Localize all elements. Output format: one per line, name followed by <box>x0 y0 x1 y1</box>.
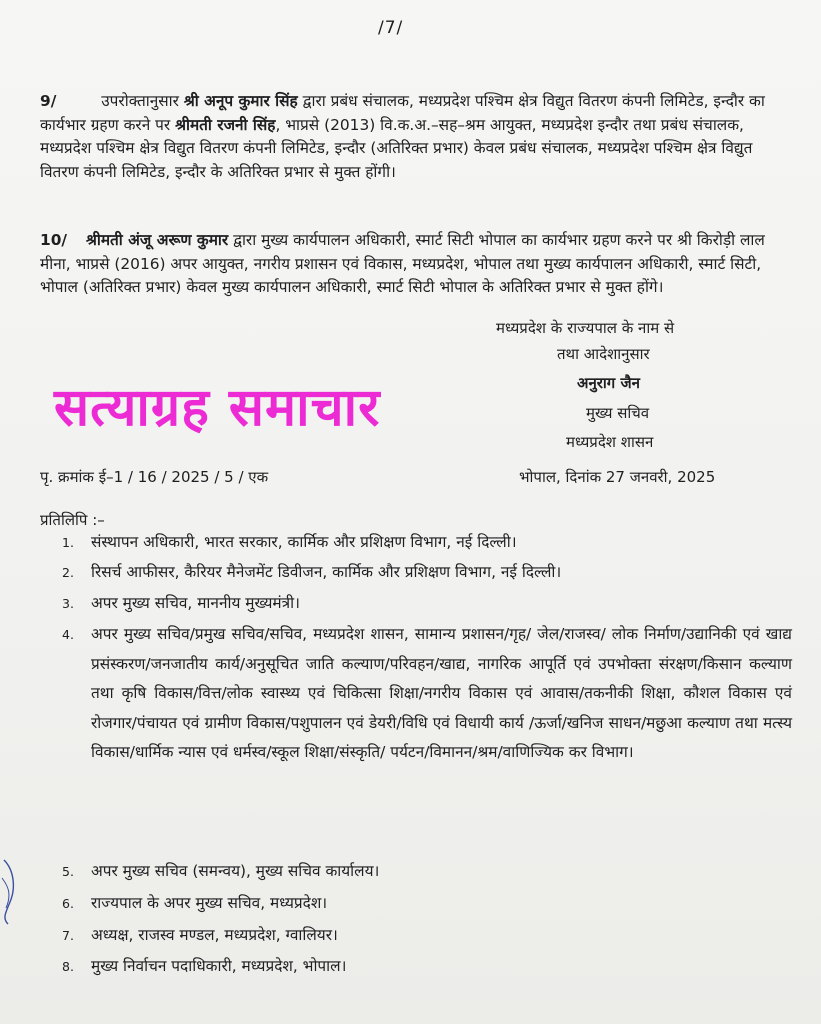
place-date: भोपाल, दिनांक 27 जनवरी, 2025 <box>519 468 716 486</box>
paragraph-9-name-1: श्री अनूप कुमार सिंह <box>183 92 298 110</box>
list-item <box>62 620 792 768</box>
copy-title: प्रतिलिपि :– <box>40 511 105 529</box>
list-item <box>62 558 792 588</box>
signature-line-1: मध्यप्रदेश के राज्यपाल के नाम से <box>496 319 675 337</box>
margin-scribble-icon <box>0 858 22 928</box>
list-item-text: अपर मुख्य सचिव, माननीय मुख्यमंत्री। <box>91 594 300 612</box>
signature-line-2: तथा आदेशानुसार <box>557 345 650 363</box>
paragraph-9-text-2: द्वारा प्रबंध संचालक, मध्यप्रदेश पश्चिम क्षेत्र विद्युत वितरण कंपनी लिमिटेड, इन्दौर का कार्यभार ग्रहण करने पर <box>40 92 765 134</box>
list-item-text: अपर मुख्य सचिव (समन्वय), मुख्य सचिव कार्यालय। <box>91 862 380 880</box>
paragraph-9-name-2: श्रीमती रजनी सिंह <box>175 115 276 134</box>
paragraph-10-number: 10/ <box>40 231 68 249</box>
list-item-text: राज्यपाल के अपर मुख्य सचिव, मध्यप्रदेश। <box>91 894 328 912</box>
list-item-number: 6. <box>62 896 74 911</box>
paragraph-9-text-1: उपरोक्तानुसार <box>101 92 184 110</box>
list-item <box>62 528 792 558</box>
list-item-number: 3. <box>62 596 74 611</box>
paragraph-9 <box>40 90 775 184</box>
watermark-text: सत्याग्रह समाचार <box>54 378 381 438</box>
paragraph-10-text-1: द्वारा मुख्य कार्यपालन अधिकारी, स्मार्ट सिटी भोपाल का कार्यभार ग्रहण करने पर श्री किरोड़ी लाल मीना, भाप्रसे (2016) अपर आयुक्त, नगरीय प्रशासन एवं विकास, मध्यप्रदेश, भोपाल तथा मुख्य कार्यपालन अधिकारी, स्मार्ट सिटी, भोपाल (अतिरिक्त प्रभार) केवल मुख्य कार्यपालन अधिकारी, स्मार्ट सिटी भोपाल के अतिरिक्त प्रभार से मुक्त होंगे। <box>40 231 765 296</box>
list-item-text: रिसर्च आफीसर, कैरियर मैनेजमेंट डिवीजन, कार्मिक और प्रशिक्षण विभाग, नई दिल्ली। <box>91 563 562 581</box>
list-item <box>62 857 792 887</box>
list-item <box>62 921 792 951</box>
list-item-text: संस्थापन अधिकारी, भारत सरकार, कार्मिक और प्रशिक्षण विभाग, नई दिल्ली। <box>91 533 517 551</box>
list-item-text: मुख्य निर्वाचन पदाधिकारी, मध्यप्रदेश, भोपाल। <box>91 957 347 975</box>
paragraph-10-name-1: श्रीमती अंजू अरूण कुमार <box>85 231 229 249</box>
paragraph-9-number: 9/ <box>40 92 57 110</box>
list-item <box>62 589 792 619</box>
reference-number: पृ. क्रमांक ई–1 / 16 / 2025 / 5 / एक <box>40 468 269 486</box>
signatory-name: अनुराग जैन <box>577 374 640 392</box>
list-item-text: अपर मुख्य सचिव/प्रमुख सचिव/सचिव, मध्यप्रदेश शासन, सामान्य प्रशासन/गृह/ जेल/राजस्व/ लोक निर्माण/उद्यानिकी एवं खाद्य प्रसंस्करण/जनजातीय कार्य/अनुसूचित जाति कल्याण/परिवहन/खाद्य, नागरिक आपूर्ति एवं उपभोक्ता संरक्षण/किसान कल्याण तथा कृषि विकास/वित्त/लोक स्वास्थ्य एवं चिकित्सा शिक्षा/नगरीय विकास एवं आवास/तकनीकी शिक्षा, कौशल विकास एवं रोजगार/पंचायत एवं ग्रामीण विकास/पशुपालन एवं डेयरी/विधि एवं विधायी कार्य /ऊर्जा/खनिज साधन/मछुआ कल्याण तथा मत्स्य विकास/धार्मिक न्यास एवं धर्मस्व/स्कूल शिक्षा/संस्कृति/ पर्यटन/विमानन/श्रम/वाणिज्यिक कर विभाग। <box>91 625 792 761</box>
list-item-number: 4. <box>62 627 74 642</box>
signatory-designation: मुख्य सचिव <box>586 404 650 422</box>
list-item-number: 1. <box>62 535 74 550</box>
page-number: /7/ <box>378 18 404 38</box>
list-item-number: 7. <box>62 928 74 943</box>
list-item-number: 8. <box>62 959 74 974</box>
paragraph-10 <box>40 229 775 300</box>
list-item <box>62 889 792 919</box>
paragraph-9-text-3: , भाप्रसे (2013) वि.क.अ.–सह–श्रम आयुक्त, मध्यप्रदेश इन्दौर तथा प्रबंध संचालक, मध्यप्रदेश पश्चिम क्षेत्र विद्युत वितरण कंपनी लिमिटेड, इन्दौर (अतिरिक्त प्रभार) केवल प्रबंध संचालक, मध्यप्रदेश पश्चिम क्षेत्र विद्युत वितरण कंपनी लिमिटेड, इन्दौर के अतिरिक्त प्रभार से मुक्त होंगी। <box>40 115 753 181</box>
list-item-number: 2. <box>62 565 74 580</box>
list-item-text: अध्यक्ष, राजस्व मण्डल, मध्यप्रदेश, ग्वालियर। <box>91 926 338 944</box>
list-item <box>62 952 792 982</box>
signatory-office: मध्यप्रदेश शासन <box>566 433 654 451</box>
list-item-number: 5. <box>62 864 74 879</box>
